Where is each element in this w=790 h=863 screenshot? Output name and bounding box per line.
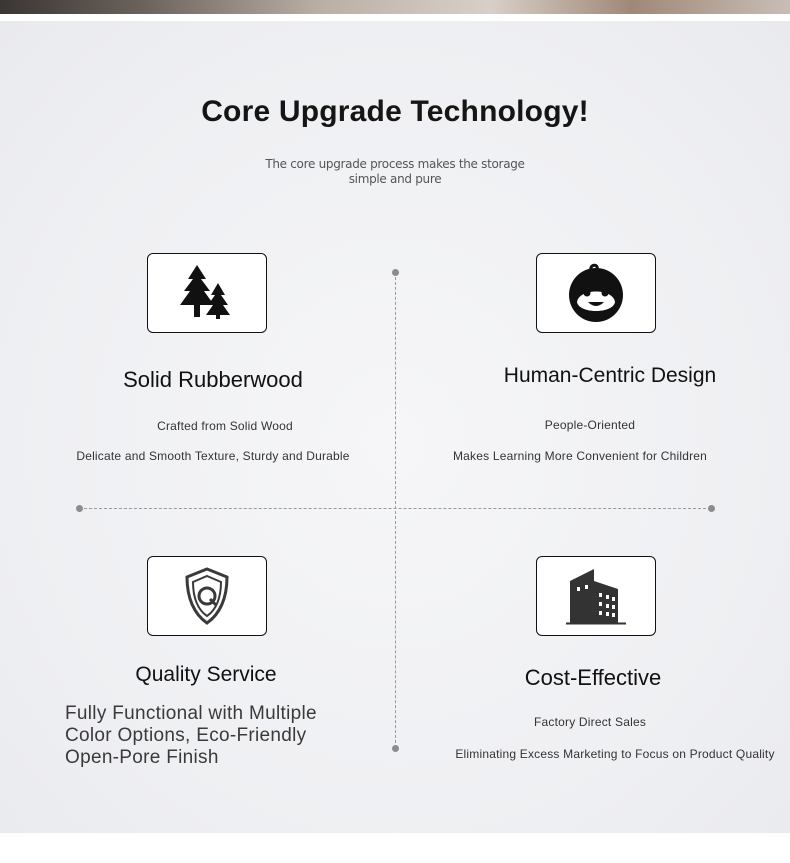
feature-body-quality-line-2: Color Options, Eco-Friendly xyxy=(65,725,307,746)
horizontal-divider xyxy=(79,508,711,509)
feature-title-rubberwood: Solid Rubberwood xyxy=(123,367,303,392)
baby-face-icon xyxy=(563,262,629,324)
feature-body-quality-line-1: Fully Functional with Multiple xyxy=(65,703,317,724)
divider-dot-top xyxy=(392,269,399,276)
feature-line-human-centric-2: Makes Learning More Convenient for Children xyxy=(452,449,708,463)
section-title: Core Upgrade Technology! xyxy=(201,95,589,128)
feature-title-human-centric: Human-Centric Design xyxy=(503,364,717,387)
feature-icon-box-rubberwood xyxy=(147,253,267,333)
feature-body-quality-line-3: Open-Pore Finish xyxy=(65,747,219,768)
divider-dot-right xyxy=(708,505,715,512)
feature-icon-box-cost-effective xyxy=(536,556,656,636)
feature-line-rubberwood-1: Crafted from Solid Wood xyxy=(157,419,293,433)
feature-title-quality-service: Quality Service xyxy=(135,663,277,686)
tree-icon xyxy=(177,263,237,323)
section-subtitle xyxy=(245,157,545,187)
subtitle-line-2: simple and pure xyxy=(348,172,442,186)
divider-dot-left xyxy=(76,505,83,512)
feature-line-cost-effective-2: Eliminating Excess Marketing to Focus on Product Quality xyxy=(455,747,775,761)
feature-icon-box-human-centric xyxy=(536,253,656,333)
feature-line-human-centric-1: People-Oriented xyxy=(544,418,636,432)
vertical-divider xyxy=(395,272,396,748)
feature-title-cost-effective: Cost-Effective xyxy=(524,665,662,690)
feature-icon-box-quality-service xyxy=(147,556,267,636)
factory-building-icon xyxy=(566,567,626,625)
feature-line-cost-effective-1: Factory Direct Sales xyxy=(533,715,647,729)
feature-line-rubberwood-2: Delicate and Smooth Texture, Sturdy and Durable xyxy=(76,449,350,463)
bottom-spacer xyxy=(0,833,790,863)
quality-shield-icon xyxy=(182,566,232,626)
feature-body-quality-service xyxy=(65,703,365,769)
top-product-photo-strip xyxy=(0,0,790,14)
subtitle-line-1: The core upgrade process makes the storage xyxy=(265,157,525,171)
divider-dot-bottom xyxy=(392,745,399,752)
